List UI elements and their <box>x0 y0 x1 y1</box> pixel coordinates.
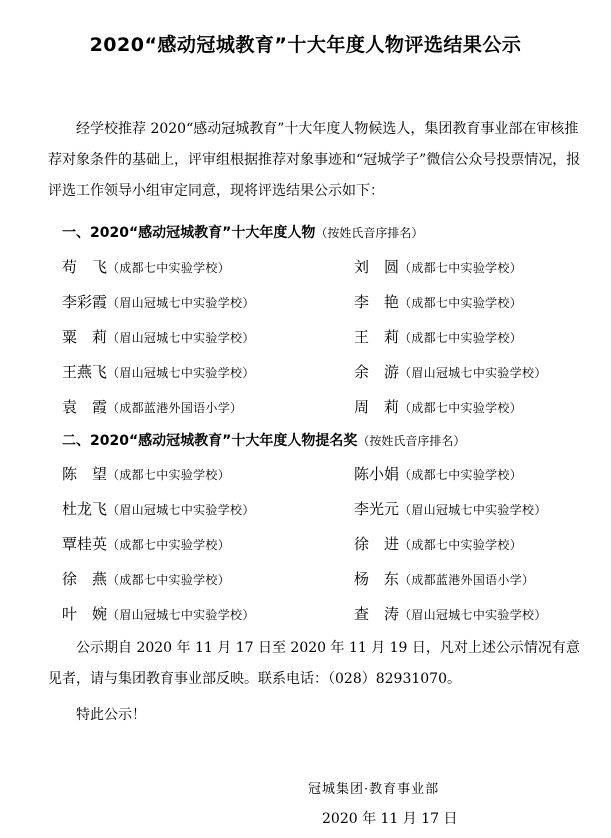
person-school: （眉山冠城七中实验学校） <box>399 503 547 517</box>
person-school: （眉山冠城七中实验学校） <box>107 503 255 517</box>
person-name: 袁 霞 <box>62 398 108 416</box>
section1-list <box>0 256 611 431</box>
section1-heading <box>62 222 423 242</box>
person-entry <box>354 463 522 484</box>
list-row <box>0 533 611 568</box>
person-name: 查 涛 <box>354 605 400 623</box>
person-name: 刘 圆 <box>354 258 400 276</box>
person-school: （成都七中实验学校） <box>399 296 523 310</box>
list-row <box>0 256 611 291</box>
person-school: （成都七中实验学校） <box>399 261 523 275</box>
person-name: 陈 望 <box>62 465 108 483</box>
person-name: 王 莉 <box>354 328 400 346</box>
signature: 冠城集团·教育事业部 <box>308 782 440 797</box>
person-entry <box>62 533 230 554</box>
person-school: （眉山冠城七中实验学校） <box>399 608 547 622</box>
person-name: 覃桂英 <box>62 535 108 553</box>
list-row <box>0 568 611 603</box>
person-name: 陈小娟 <box>354 465 400 483</box>
person-school: （成都七中实验学校） <box>107 538 231 552</box>
section1-sort-note: （按姓氏音序排名） <box>315 226 424 240</box>
person-entry <box>354 396 522 417</box>
issue-date: 2020 年 11 月 17 日 <box>322 811 458 827</box>
section1-heading-text: 一、2020“感动冠城教育”十大年度人物 <box>62 225 316 241</box>
person-entry <box>62 568 230 589</box>
person-name: 粟 莉 <box>62 328 108 346</box>
person-name: 李彩霞 <box>62 293 108 311</box>
person-name: 徐 进 <box>354 535 400 553</box>
person-entry <box>354 568 534 589</box>
person-entry <box>62 326 255 347</box>
person-entry <box>62 498 255 519</box>
person-entry <box>354 498 547 519</box>
list-row <box>0 498 611 533</box>
person-entry <box>354 326 522 347</box>
person-school: （眉山冠城七中实验学校） <box>107 296 255 310</box>
person-name: 李 艳 <box>354 293 400 311</box>
person-entry <box>354 533 522 554</box>
section2-sort-note: （按姓氏音序排名） <box>357 434 466 448</box>
list-row <box>0 361 611 396</box>
person-school: （成都七中实验学校） <box>107 468 231 482</box>
person-entry <box>62 396 242 417</box>
person-school: （成都七中实验学校） <box>399 538 523 552</box>
person-entry <box>62 603 255 624</box>
person-name: 周 莉 <box>354 398 400 416</box>
list-row <box>0 291 611 326</box>
person-school: （成都七中实验学校） <box>399 401 523 415</box>
person-school: （成都七中实验学校） <box>399 468 523 482</box>
person-school: （眉山冠城七中实验学校） <box>399 366 547 380</box>
person-school: （成都蓝港外国语小学） <box>107 401 243 415</box>
person-name: 余 游 <box>354 363 400 381</box>
person-name: 王燕飞 <box>62 363 108 381</box>
person-entry <box>62 463 230 484</box>
list-row <box>0 463 611 498</box>
person-school: （成都七中实验学校） <box>399 331 523 345</box>
person-name: 叶 婉 <box>62 605 108 623</box>
section2-heading <box>62 430 465 450</box>
person-entry <box>62 361 255 382</box>
person-name: 苟 飞 <box>62 258 108 276</box>
person-name: 徐 燕 <box>62 570 108 588</box>
list-row <box>0 396 611 431</box>
person-school: （成都蓝港外国语小学） <box>399 573 535 587</box>
person-entry <box>354 361 547 382</box>
person-entry <box>354 603 547 624</box>
notice-paragraph: 公示期自 2020 年 11 月 17 日至 2020 年 11 月 19 日，凡对上述公示情况有意见者，请与集团教育事业部反映。联系电话：（028）82931070。 <box>48 640 580 687</box>
list-row <box>0 326 611 361</box>
person-school: （眉山冠城七中实验学校） <box>107 366 255 380</box>
section2-heading-text: 二、2020“感动冠城教育”十大年度人物提名奖 <box>62 433 358 449</box>
closing-text: 特此公示！ <box>76 707 146 723</box>
document-title: 2020“感动冠城教育”十大年度人物评选结果公示 <box>89 34 522 56</box>
intro-paragraph: 经学校推荐 2020“感动冠城教育”十大年度人物候选人，集团教育事业部在审核推荐对象条件的基础上，评审组根据推荐对象事迹和“冠城学子”微信公众号投票情况，报评选工作领导小组审定同意，现将评选结果公示如下： <box>48 121 581 199</box>
section2-list <box>0 463 611 638</box>
person-entry <box>62 291 255 312</box>
person-name: 杨 东 <box>354 570 400 588</box>
person-name: 杜龙飞 <box>62 500 108 518</box>
person-name: 李光元 <box>354 500 400 518</box>
person-entry <box>354 291 522 312</box>
person-school: （成都七中实验学校） <box>107 261 231 275</box>
person-school: （眉山冠城七中实验学校） <box>107 608 255 622</box>
person-entry <box>354 256 522 277</box>
person-school: （成都七中实验学校） <box>107 573 231 587</box>
person-entry <box>62 256 230 277</box>
person-school: （眉山冠城七中实验学校） <box>107 331 255 345</box>
